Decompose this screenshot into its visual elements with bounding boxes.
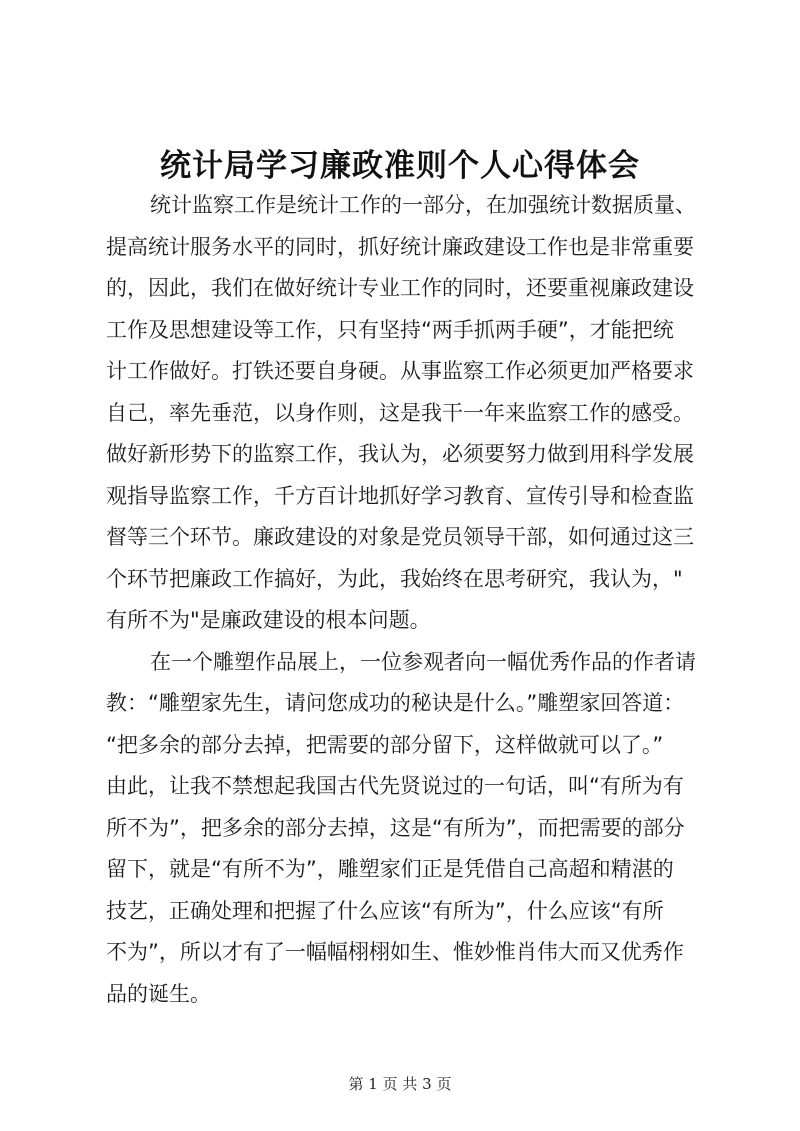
paragraph-line: “把多余的部分去掉，把需要的部分留下，这样做就可以了。” [106,732,664,757]
paragraph-line: 在一个雕塑作品展上，一位参观者向一幅优秀作品的作者请 [150,649,696,674]
paragraph-line: 观指导监察工作，千方百计地抓好学习教育、宣传引导和检查监 [106,483,694,508]
paragraph-line: 不为”，所以才有了一幅幅栩栩如生、惟妙惟肖伟大而又优秀作 [106,940,684,964]
paragraph-line: 督等三个环节。廉政建设的对象是党员领导干部，如何通过这三 [106,525,694,549]
paragraph-line: 所不为”，把多余的部分去掉，这是“有所为”，而把需要的部分 [106,815,685,840]
paragraph-line: 有所不为"是廉政建设的根本问题。 [106,608,431,632]
paragraph-line: 自己，率先垂范，以身作则，这是我干一年来监察工作的感受。 [106,400,694,425]
paragraph-line: 技艺，正确处理和把握了什么应该“有所为”，什么应该“有所 [106,898,664,923]
paragraph-line: 工作及思想建设等工作，只有坚持“两手抓两手硬”，才能把统 [106,317,674,342]
paragraph-line: 教：“雕塑家先生，请问您成功的秘诀是什么。”雕塑家回答道： [106,691,685,715]
paragraph-line: 个环节把廉政工作搞好，为此，我始终在思考研究，我认为，" [106,566,683,591]
page-footer: 第 1 页 共 3 页 [348,1075,452,1093]
paragraph-line: 提高统计服务水平的同时，抓好统计廉政建设工作也是非常重要 [106,234,694,259]
paragraph-line: 统计监察工作是统计工作的一部分，在加强统计数据质量、 [150,193,696,217]
paragraph-line: 留下，就是“有所不为”，雕塑家们正是凭借自己高超和精湛的 [106,857,674,881]
paragraph-line: 由此，让我不禁想起我国古代先贤说过的一句话，叫“有所为有 [106,774,684,798]
paragraph-line: 的，因此，我们在做好统计专业工作的同时，还要重视廉政建设 [106,276,694,300]
paragraph-line: 品的诞生。 [106,981,211,1006]
paragraph-line: 计工作做好。打铁还要自身硬。从事监察工作必须更加严格要求 [106,359,694,383]
paragraph-line: 做好新形势下的监察工作，我认为，必须要努力做到用科学发展 [106,442,694,466]
page-title: 统计局学习廉政准则个人心得体会 [160,148,640,184]
document-body [106,185,716,1015]
